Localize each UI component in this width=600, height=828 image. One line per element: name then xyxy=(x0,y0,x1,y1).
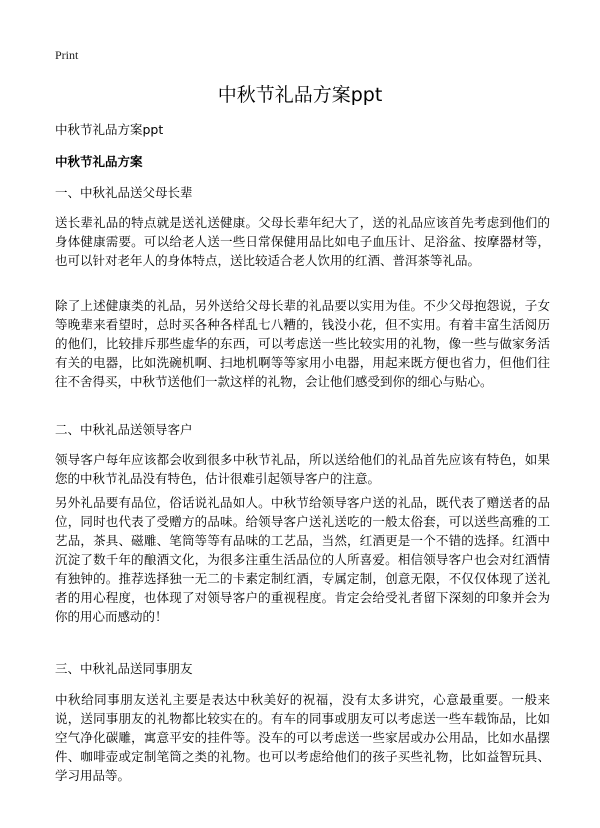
main-heading: 中秋节礼品方案 xyxy=(55,154,143,169)
paragraph-parents-health: 送长辈礼品的特点就是送礼送健康。父母长辈年纪大了，送的礼品应该首先考虑到他们的身体健康需要。可以给老人送一些日常保健用品比如电子血压计、足浴盆、按摩器材等，也可以针对老年人的身体特点，送比较适合老人饮用的红酒、普洱茶等礼品。 xyxy=(55,215,550,268)
document-subtitle: 中秋节礼品方案ppt xyxy=(55,122,164,137)
section-heading-leaders: 二、中秋礼品送领导客户 xyxy=(55,422,193,437)
paragraph-leaders-taste: 另外礼品要有品位，俗话说礼品如人。中秋节给领导客户送的礼品，既代表了赠送者的品位，同时也代表了受赠方的品味。给领导客户送礼送吃的一般太俗套，可以送些高雅的工艺品，茶具、磁雕、笔筒等等有品味的工艺品，当然，红酒更是一个不错的选择。红酒中沉淀了数千年的酿酒文化，为很多注重生活品位的人所喜爱。相信领导客户也会对红酒情有独钟的。推荐选择独一无二的卡素定制红酒，专属定制，创意无限，不仅仅体现了送礼者的用心程度，也体现了对领导客户的重视程度。肯定会给受礼者留下深刻的印象并会为你的用心而感动的！ xyxy=(55,495,550,624)
paragraph-colleagues-gifts: 中秋给同事朋友送礼主要是表达中秋美好的祝福，没有太多讲究，心意最重要。一般来说，送同事朋友的礼物都比较实在的。有车的同事或朋友可以考虑送一些车载饰品，比如空气净化碳雕，寓意平安的挂件等。没车的可以考虑送一些家居或办公用品，比如水晶摆件、咖啡壶或定制笔筒之类的礼物。也可以考虑给他们的孩子买些礼物，比如益智玩具、学习用品等。 xyxy=(55,692,550,783)
section-heading-parents: 一、中秋礼品送父母长辈 xyxy=(55,185,193,200)
page-title: 中秋节礼品方案ppt xyxy=(217,84,383,106)
print-link[interactable]: Print xyxy=(55,48,79,62)
section-heading-colleagues: 三、中秋礼品送同事朋友 xyxy=(55,661,193,676)
paragraph-parents-practical: 除了上述健康类的礼品，另外送给父母长辈的礼品要以实用为佳。不少父母抱怨说，子女等晚辈来看望时，总时买各种各样乱七八糟的，钱没小花，但不实用。有着丰富生活阅历的他们，比较排斥那些虚华的东西，可以考虑送一些比较实用的礼物，像一些与做家务活有关的电器，比如洗碗机啊、扫地机啊等等家用小电器，用起来既方便也省力，但他们往往不舍得买，中秋节送他们一款这样的礼物，会让他们感受到你的细心与贴心。 xyxy=(55,298,550,389)
paragraph-leaders-special: 领导客户每年应该都会收到很多中秋节礼品，所以送给他们的礼品首先应该有特色，如果您的中秋节礼品没有特色，估计很难引起领导客户的注意。 xyxy=(55,452,550,486)
